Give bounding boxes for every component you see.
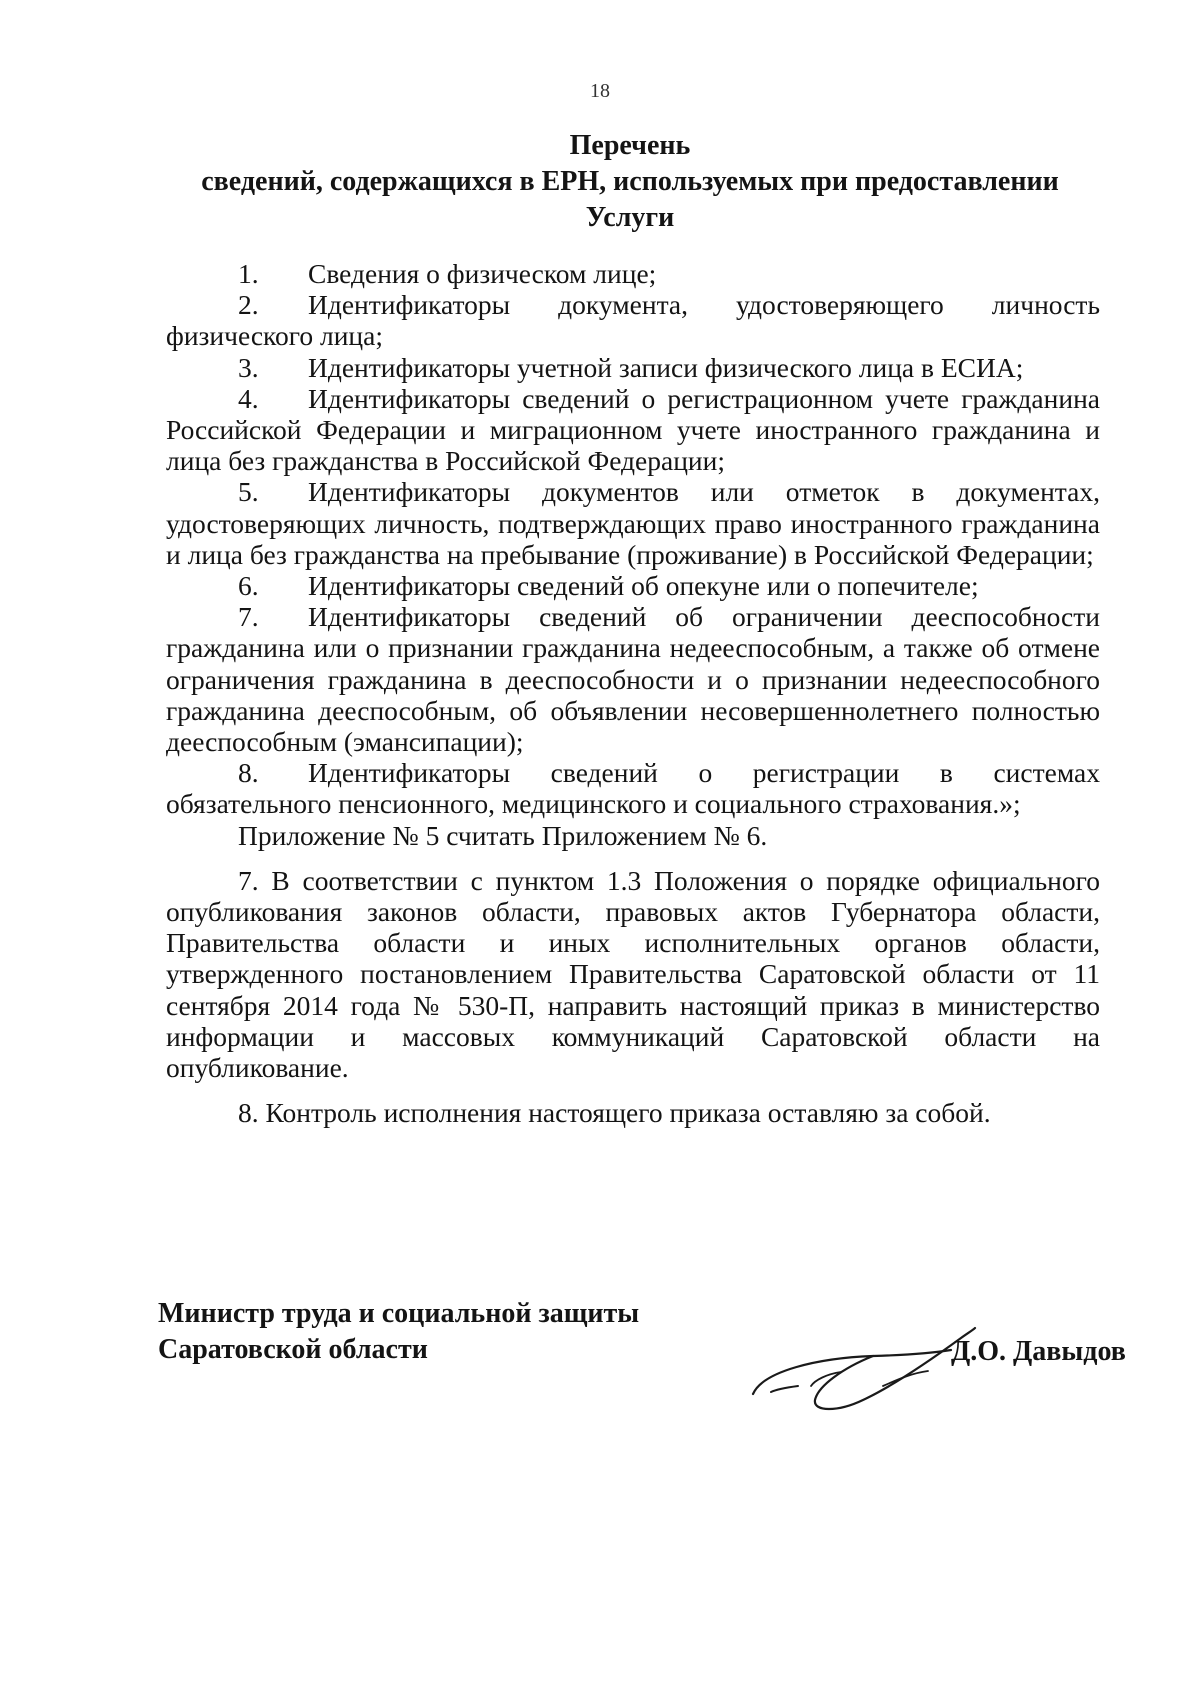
list-item — [166, 383, 1100, 477]
title-line-3: Услуги — [585, 202, 675, 233]
list-item-text: Сведения о физическом лице; — [308, 258, 657, 289]
list-item-text: Идентификаторы сведений об ограничении дееспособности гражданина или о признании гражданина недееспособным, а также об отмене ограничения гражданина в дееспособности и о признании недееспособного гражданина дееспособным, об объявлении несовершеннолетнего полностью дееспособным (эмансипации); — [166, 601, 1100, 758]
signature-block — [158, 1296, 1158, 1456]
list-item-text: Идентификаторы сведений о регистрационном учете гражданина Российской Федерации и миграционном учете иностранного гражданина и лица без гражданства в Российской Федерации; — [166, 382, 1100, 477]
list-item — [166, 289, 1100, 351]
list-item — [166, 570, 1100, 601]
list-item — [166, 476, 1100, 570]
list-item-number: 3. — [238, 351, 259, 383]
list-item-number: 1. — [238, 258, 259, 289]
list-item-text: Идентификаторы сведений о регистрации в системах обязательного пенсионного, медицинского и социального страхования.»; — [166, 757, 1100, 820]
document-title — [160, 128, 1100, 236]
list-item — [166, 352, 1100, 383]
item-8-paragraph: 8. Контроль исполнения настоящего приказа оставляю за собой. — [238, 1097, 991, 1129]
list-item-text: Идентификаторы документа, удостоверяющего личность физического лица; — [166, 289, 1100, 352]
title-line-2: сведений, содержащихся в ЕРН, используемых при предоставлении — [201, 166, 1059, 197]
item-7-paragraph: 7. В соответствии с пунктом 1.3 Положения о порядке официального опубликования законов области, правовых актов Губернатора области, Правительства области и иных исполнительных органов области, утвержденного постановлением Правительства Саратовской области от 11 сентября 2014 года № 530-П, направить настоящий приказ в министерство информации и массовых коммуникаций Саратовской области на опубликование. — [166, 864, 1100, 1084]
page-number: 18 — [590, 80, 610, 102]
list-item — [166, 258, 1100, 289]
list-item-number: 2. — [238, 289, 259, 321]
list-item-number: 4. — [238, 382, 259, 414]
signatory-position-line-2: Саратовской области — [158, 1334, 428, 1365]
handwritten-signature — [723, 1316, 983, 1426]
list-item-text: Идентификаторы сведений об опекуне или о попечителе; — [308, 570, 979, 602]
list-item-number: 7. — [238, 601, 259, 633]
list-item-text: Идентификаторы учетной записи физического лица в ЕСИА; — [308, 351, 1024, 383]
list-item — [166, 757, 1100, 819]
list-item-number: 8. — [238, 757, 259, 789]
signatory-name: Д.О. Давыдов — [951, 1336, 1126, 1367]
list-item-number: 5. — [238, 476, 259, 508]
signatory-position — [158, 1296, 639, 1368]
list-item-number: 6. — [238, 570, 259, 602]
title-line-1: Перечень — [569, 130, 691, 161]
document-body — [166, 258, 1100, 1128]
appendix-paragraph: Приложение № 5 считать Приложением № 6. — [238, 819, 768, 851]
list-item — [166, 601, 1100, 757]
signatory-position-line-1: Министр труда и социальной защиты — [158, 1298, 640, 1329]
list-item-text: Идентификаторы документов или отметок в документах, удостоверяющих личность, подтверждающих право иностранного гражданина и лица без гражданства на пребывание (проживание) в Российской Федерации; — [166, 476, 1100, 570]
